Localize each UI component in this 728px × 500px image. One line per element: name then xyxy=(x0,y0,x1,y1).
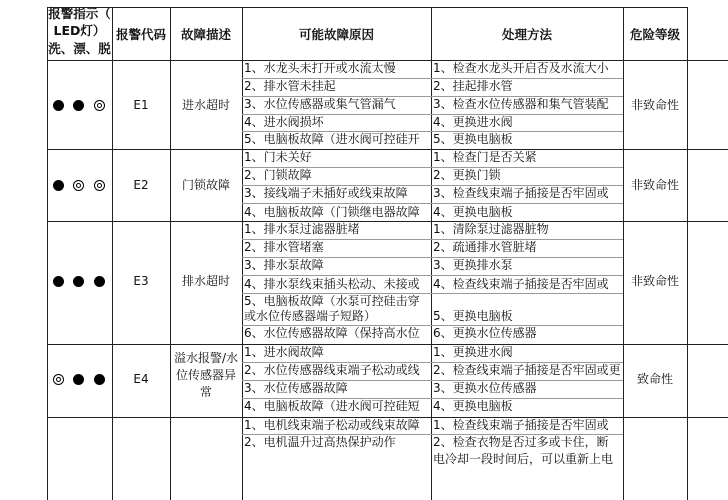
header-led-line2: LED灯） xyxy=(53,23,106,38)
cause-item: 4、排水泵线束插头松动、未接或 xyxy=(244,277,420,291)
cause-item: 或水位传感器端子短路） xyxy=(244,309,377,323)
grid-line xyxy=(687,7,688,500)
cause-item: 2、水位传感器线束端子松动或线 xyxy=(244,363,420,377)
fault-description: 溢水报警/水 xyxy=(173,351,239,365)
alarm-code: E4 xyxy=(133,372,149,386)
method-item: 4、检查线束端子插接是否牢固或 xyxy=(433,277,609,291)
cause-item: 2、排水管堵塞 xyxy=(244,240,324,254)
grid-line xyxy=(242,203,623,204)
method-item: 3、检查水位传感器和集气管装配 xyxy=(433,97,609,111)
method-item: 2、检查衣物是否过多或卡住，断 xyxy=(433,435,609,449)
led-filled-icon xyxy=(53,180,64,191)
grid-line xyxy=(47,7,687,8)
led-filled-icon xyxy=(53,276,64,287)
cause-item: 1、电机线束端子松动或线束故障 xyxy=(244,418,420,432)
header-code: 报警代码 xyxy=(115,27,166,42)
method-item: 5、更换电脑板 xyxy=(433,309,513,323)
led-filled-icon xyxy=(73,276,84,287)
method-item: 2、疏通排水管脏堵 xyxy=(433,240,537,254)
method-item: 3、检查线束端子插接是否牢固或 xyxy=(433,186,609,200)
fault-description: 排水超时 xyxy=(181,274,230,288)
grid-line xyxy=(242,7,243,500)
cause-item: 4、电脑板故障（门锁继电器故障 xyxy=(244,205,420,219)
danger-level: 非致命性 xyxy=(630,98,679,112)
method-item: 1、检查线束端子插接是否牢固或 xyxy=(433,418,609,432)
method-item: 3、更换排水泵 xyxy=(433,258,513,272)
danger-level: 致命性 xyxy=(636,372,673,386)
header-method: 处理方法 xyxy=(501,27,552,42)
cause-item: 2、门锁故障 xyxy=(244,168,312,182)
grid-line xyxy=(623,7,624,500)
led-ring-icon xyxy=(94,100,105,111)
header-desc: 故障描述 xyxy=(180,27,231,42)
method-item: 4、更换电脑板 xyxy=(433,399,513,413)
grid-line xyxy=(242,275,623,276)
led-ring-icon xyxy=(53,374,64,385)
led-filled-icon xyxy=(53,100,64,111)
cause-item: 3、水位传感器或集气管漏气 xyxy=(244,97,396,111)
cause-item: 1、水龙头未打开或水流太慢 xyxy=(244,61,396,75)
led-filled-icon xyxy=(94,374,105,385)
method-item: 3、更换水位传感器 xyxy=(433,381,537,395)
alarm-code: E1 xyxy=(133,98,149,112)
fault-description: 位传感器异 xyxy=(175,368,236,382)
grid-line xyxy=(431,7,432,500)
cause-item: 1、排水泵过滤器脏堵 xyxy=(244,222,360,236)
method-item: 1、检查门是否关紧 xyxy=(433,150,537,164)
led-filled-icon xyxy=(94,276,105,287)
header-cause: 可能故障原因 xyxy=(298,27,374,42)
grid-line xyxy=(112,7,113,500)
header-danger: 危险等级 xyxy=(629,27,680,42)
method-item: 2、检查线束端子插接是否牢固或更 xyxy=(433,363,621,377)
fault-description: 门锁故障 xyxy=(181,178,230,192)
cause-item: 3、排水泵故障 xyxy=(244,258,324,272)
cause-item: 5、电脑板故障（进水阀可控硅开 xyxy=(244,132,420,146)
method-item: 电冷却一段时间后，可以重新上电 xyxy=(433,452,614,466)
method-item: 2、更换门锁 xyxy=(433,168,501,182)
method-item: 4、更换电脑板 xyxy=(433,205,513,219)
method-item: 6、更换水位传感器 xyxy=(433,326,537,340)
grid-line xyxy=(47,7,48,500)
danger-level: 非致命性 xyxy=(630,274,679,288)
alarm-code: E3 xyxy=(133,274,149,288)
method-item: 1、检查水龙头开启否及水流大小 xyxy=(433,61,609,75)
cause-item: 2、电机温升过高热保护动作 xyxy=(244,435,396,449)
cause-item: 3、接线端子未插好或线束故障 xyxy=(244,186,408,200)
cause-item: 1、进水阀故障 xyxy=(244,345,324,359)
fault-description: 常 xyxy=(199,385,212,399)
cause-item: 1、门未关好 xyxy=(244,150,312,164)
method-item: 4、更换进水阀 xyxy=(433,115,513,129)
cause-item: 4、进水阀损坏 xyxy=(244,115,324,129)
cause-item: 2、排水管未挂起 xyxy=(244,79,336,93)
cause-item: 6、水位传感器故障（保持高水位 xyxy=(244,326,420,340)
method-item: 5、更换电脑板 xyxy=(433,132,513,146)
cause-item: 3、水位传感器故障 xyxy=(244,381,348,395)
led-ring-icon xyxy=(94,180,105,191)
header-led-line1: 报警指示（ xyxy=(48,6,111,21)
method-item: 2、挂起排水管 xyxy=(433,79,513,93)
led-filled-icon xyxy=(73,374,84,385)
led-filled-icon xyxy=(73,100,84,111)
header-led-line3: 洗、漂、脱 xyxy=(48,41,111,56)
method-item: 1、更换进水阀 xyxy=(433,345,513,359)
cause-item: 4、电脑板故障（进水阀可控硅短 xyxy=(244,399,420,413)
led-ring-icon xyxy=(73,180,84,191)
cause-item: 5、电脑板故障（水泵可控硅击穿 xyxy=(244,294,420,308)
alarm-code: E2 xyxy=(133,178,149,192)
danger-level: 非致命性 xyxy=(630,178,679,192)
method-item: 1、清除泵过滤器脏物 xyxy=(433,222,549,236)
grid-line xyxy=(170,7,171,500)
fault-description: 进水超时 xyxy=(181,98,230,112)
